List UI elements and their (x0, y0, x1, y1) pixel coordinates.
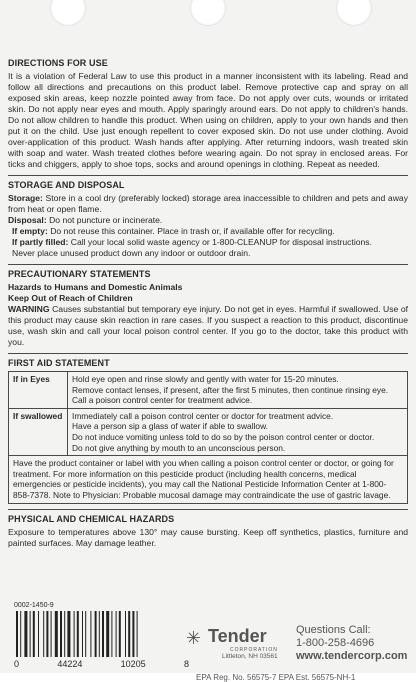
divider (8, 353, 408, 354)
hang-hole (336, 0, 372, 26)
lot-code: 0002-1450-9 (14, 602, 54, 609)
swallowed-label: If swallowed (9, 408, 68, 455)
tender-logo: ✳ Tender CORPORATION Littleton, NH 03561 (186, 626, 278, 660)
storage-title: STORAGE AND DISPOSAL (8, 180, 125, 190)
physical-title: PHYSICAL AND CHEMICAL HAZARDS (8, 513, 175, 524)
first-aid-note: Have the product container or label with you when calling a poison control center or doctor, or going for treatment. For more information on this pesticide product (including health concerns, medical emergencies or pesticide incidents), you may call the National Pesticide Information Center at 1-800-858-7378. Note to Physician: Probable mucosal damage may contraindicate the use of gastric lavage. (8, 456, 408, 503)
partly-filled-text: If partly filled: Call your local solid waste agency or 1-800-CLEANUP for disposal instructions. (12, 237, 372, 247)
label-content (8, 58, 408, 549)
contact-info: Questions Call: 1-800-258-4696 www.tendercorp.com (296, 624, 408, 662)
hazards-subtitle: Hazards to Humans and Domestic Animals (8, 282, 183, 292)
directions-text: It is a violation of Federal Law to use this product in a manner inconsistent with its labeling. Read and follow all directions and precautions on this product label. Remove protective cap and spray on all exposed skin areas, keep nozzle pointed away from face. Do not apply over cuts, wounds or irritated skin. Do not apply near eyes and mouth. Apply sparingly around ears. Do not apply to children's hands. Do not allow children to handle this product. When using on children, apply to your own hands and then put it on the child. Use just enough repellent to cover exposed skin. Do not use under clothing. Avoid over-application of this product. Wash hands after applying. After returning indoors, wash treated skin with soap and water. Wash treated clothes before wearing again. Do not spray in enclosed areas. For ticks and chiggers, apply to shoe tops, socks and around openings in clothing. Repeat as needed. (8, 71, 408, 169)
first-aid-table (8, 371, 408, 456)
never-place-text: Never place unused product down any indoor or outdoor drain. (12, 248, 251, 258)
table-row (9, 408, 408, 455)
divider (8, 264, 408, 265)
eyes-text: Hold eye open and rinse slowly and gently with water for 15-20 minutes. Remove contact lenses, if present, after the first 5 minutes, then continue rinsing eye. Call a poison control center for treatment advice. (68, 372, 408, 409)
hang-hole (50, 0, 86, 26)
eyes-label: If in Eyes (9, 372, 68, 409)
epa-numbers: EPA Reg. No. 56575-7 EPA Est. 56575-NH-1 (196, 673, 356, 682)
barcode-number: 0 44224 10205 8 (14, 659, 189, 669)
storage-text: Storage: Store in a cool dry (preferably locked) storage area inaccessible to children and pets and away from heat or open flame. (8, 193, 408, 214)
divider (8, 509, 408, 510)
physical-text: Exposure to temperatures above 130° may cause bursting. Keep off synthetics, plastics, furniture and painted surfaces. May damage leather. (8, 526, 408, 548)
warning-text: WARNING Causes substantial but temporary eye injury. Do not get in eyes. Harmful if swallowed. Use of this product may cause skin reaction in rare cases. If you suspect a reaction to this product, discontinue use, wash skin and call your local poison control center. If you go to the doctor, take this product with you. (8, 304, 408, 347)
table-row (9, 372, 408, 409)
hang-hole (190, 0, 226, 26)
first-aid-title: FIRST AID STATEMENT (8, 358, 110, 368)
swallowed-text: Immediately call a poison control center or doctor for treatment advice. Have a person sip a glass of water if able to swallow. Do not induce vomiting unless told to do so by the poison control center or doctor. Do not give anything by mouth to an unconscious person. (68, 408, 408, 455)
directions-title: DIRECTIONS FOR USE (8, 58, 108, 68)
divider (8, 175, 408, 176)
precautionary-title: PRECAUTIONARY STATEMENTS (8, 269, 151, 279)
barcode (14, 611, 174, 659)
disposal-text: Disposal: Do not puncture or incinerate. (8, 215, 163, 225)
keep-out-subtitle: Keep Out of Reach of Children (8, 293, 133, 303)
asterisk-icon: ✳ (186, 628, 202, 648)
footer (0, 602, 416, 682)
if-empty-text: If empty: Do not reuse this container. Place in trash or, if available offer for recycling. (12, 226, 335, 236)
